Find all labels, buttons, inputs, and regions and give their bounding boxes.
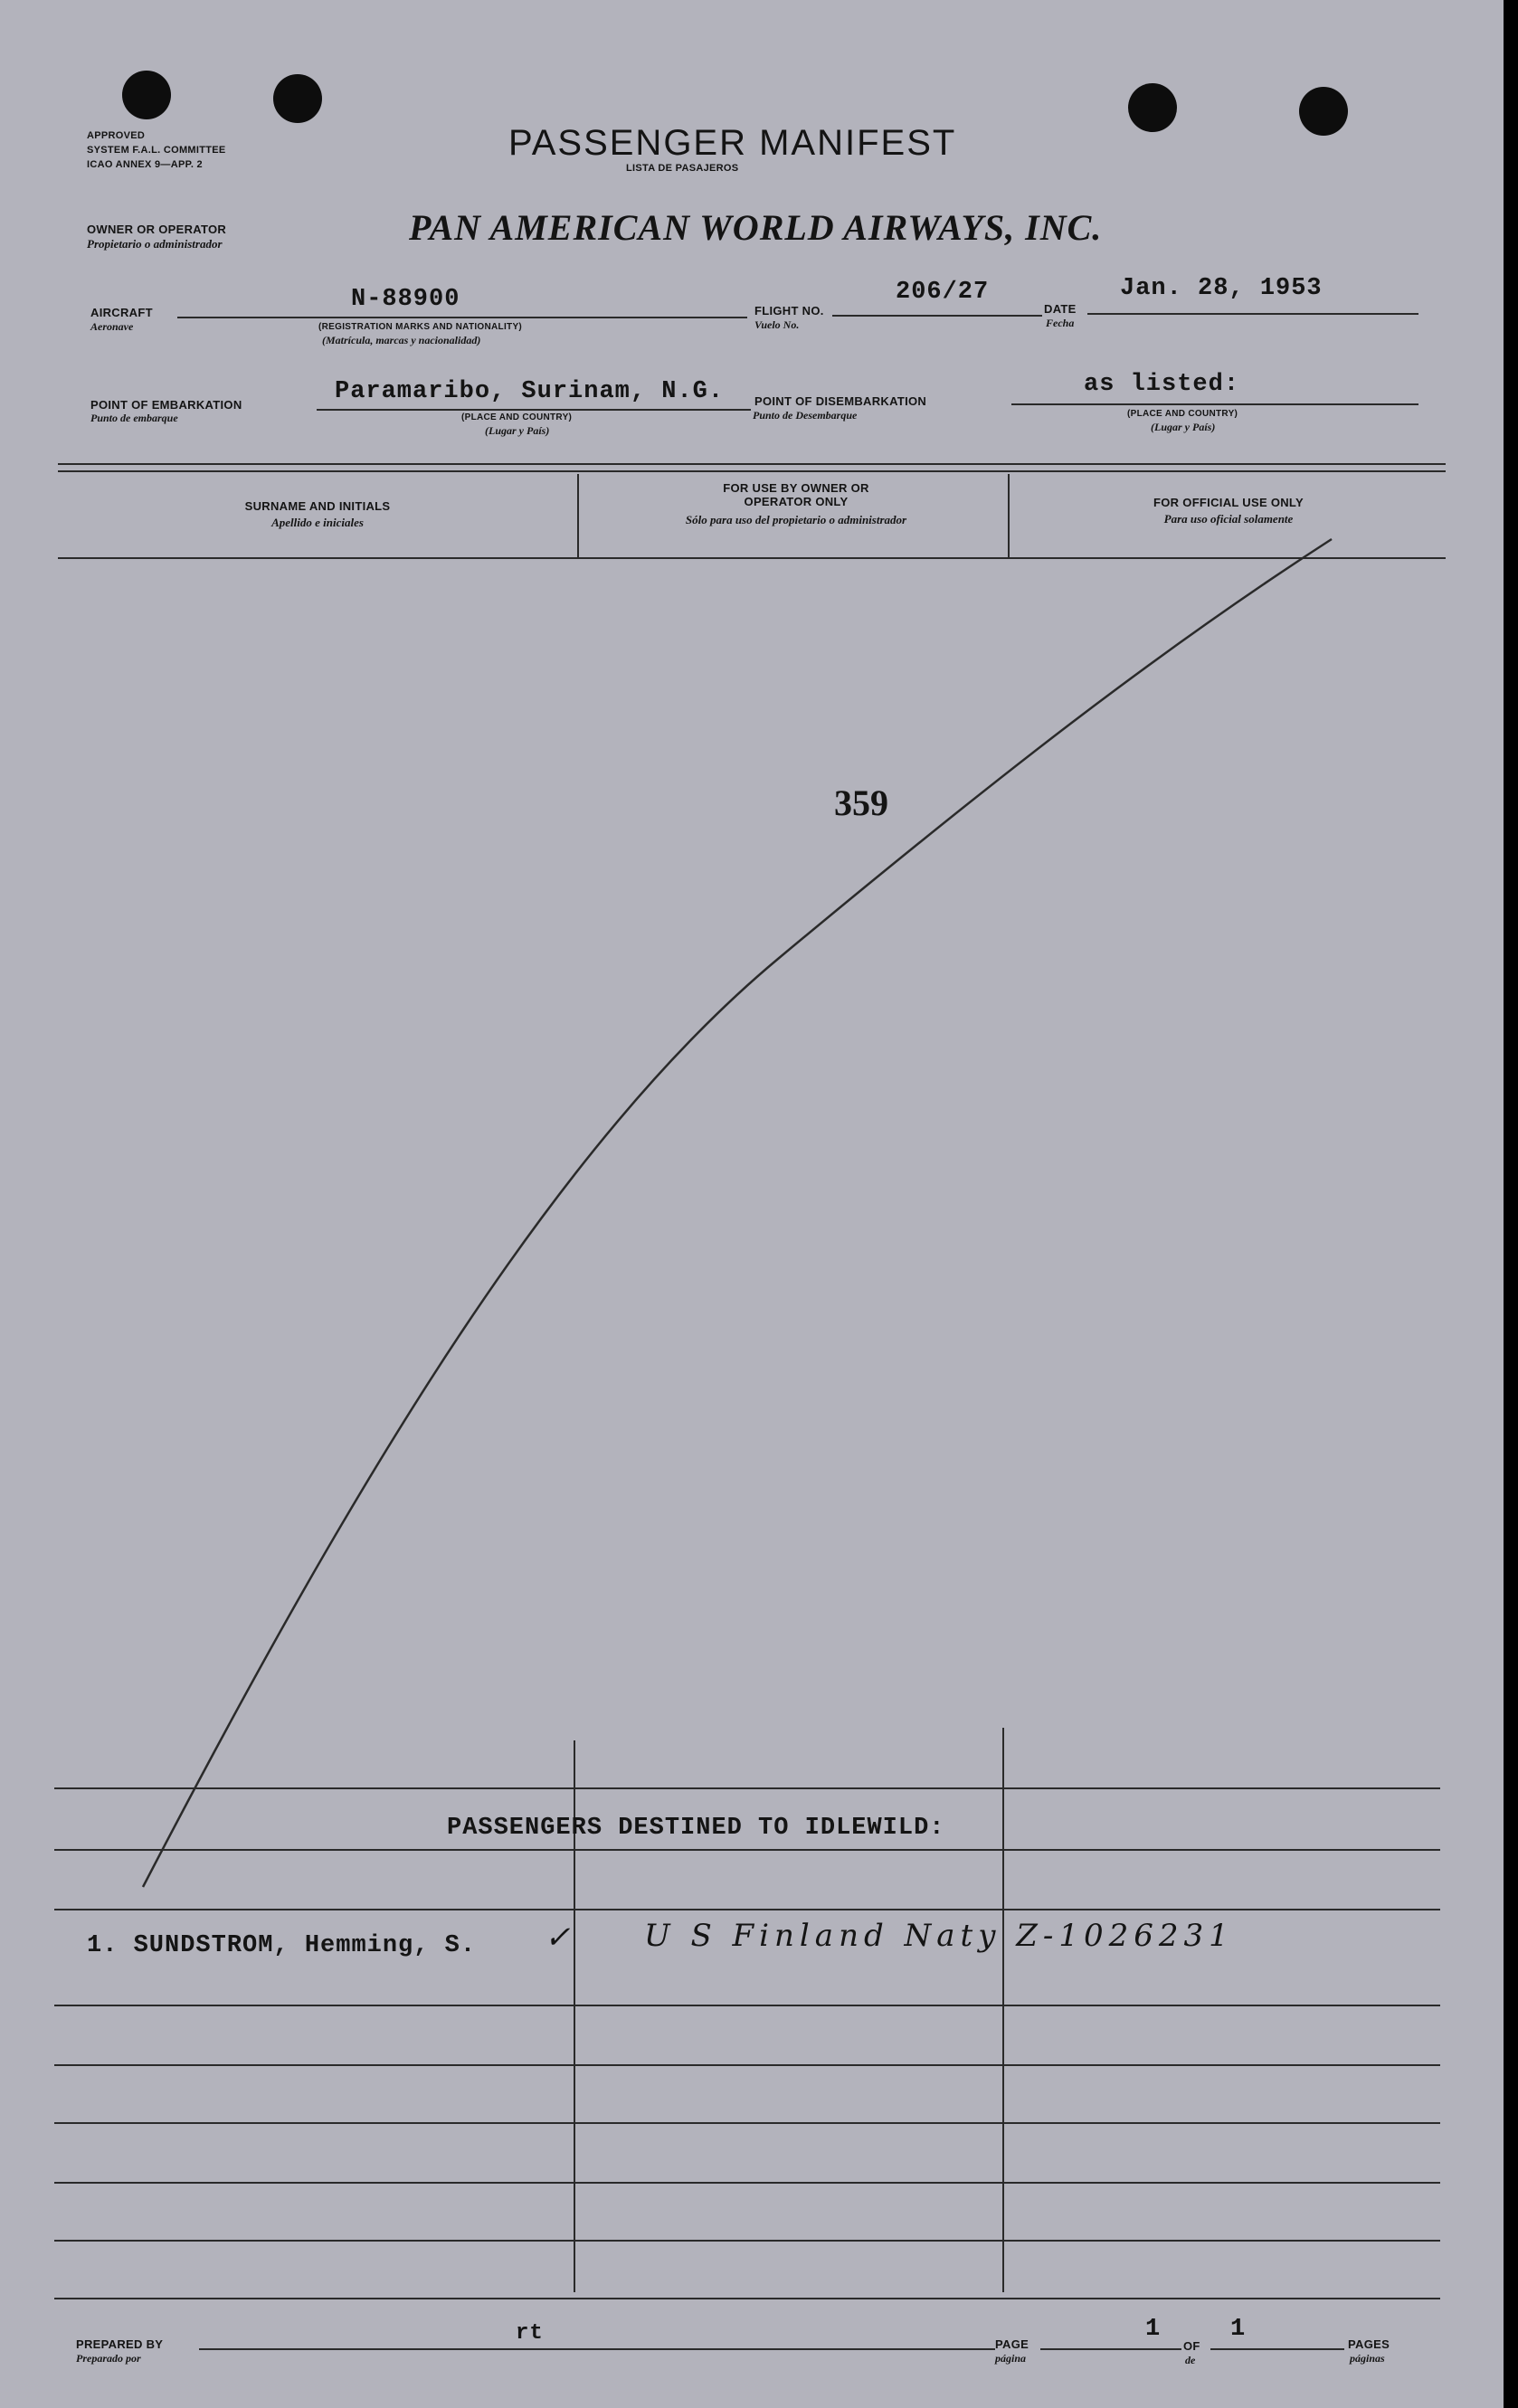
aircraft-label: AIRCRAFT <box>90 306 153 319</box>
header-rule-top-1 <box>58 463 1446 465</box>
punch-hole-3 <box>1128 83 1177 132</box>
aircraft-label-es: Aeronave <box>90 320 134 333</box>
column-header-owner: FOR USE BY OWNER OR OPERATOR ONLY <box>723 481 869 508</box>
flight-label-es: Vuelo No. <box>754 318 800 331</box>
approved-line-2: SYSTEM F.A.L. COMMITTEE <box>87 145 226 156</box>
pages-label-es: páginas <box>1350 2352 1385 2365</box>
flight-underline <box>832 315 1042 317</box>
disembark-place-note: (PLACE AND COUNTRY) <box>1127 409 1238 419</box>
table-rule-5 <box>54 2064 1440 2066</box>
table-divider-2 <box>1002 1728 1004 2292</box>
page-title-es: LISTA DE PASAJEROS <box>626 163 739 174</box>
owner-label-es: Propietario o administrador <box>87 237 223 251</box>
table-rule-7 <box>54 2182 1440 2184</box>
page-label: PAGE <box>995 2337 1029 2351</box>
table-rule-1 <box>54 1787 1440 1789</box>
date-label-es: Fecha <box>1046 317 1075 329</box>
punch-hole-2 <box>273 74 322 123</box>
punch-hole-1 <box>122 71 171 119</box>
registration-note: (REGISTRATION MARKS AND NATIONALITY) <box>318 322 523 332</box>
flight-value: 206/27 <box>896 279 990 306</box>
of-value: 1 <box>1230 2316 1247 2343</box>
prepared-label: PREPARED BY <box>76 2337 164 2351</box>
page-label-es: página <box>995 2352 1027 2365</box>
embark-place-note: (PLACE AND COUNTRY) <box>461 412 573 422</box>
disembark-underline <box>1011 403 1418 405</box>
table-rule-8 <box>54 2240 1440 2242</box>
table-rule-9 <box>54 2298 1440 2299</box>
table-rule-3 <box>54 1909 1440 1910</box>
column-header-official-es: Para uso oficial solamente <box>1163 512 1294 526</box>
header-divider-1 <box>577 474 579 557</box>
header-rule-top-2 <box>58 470 1446 472</box>
of-label-es: de <box>1185 2354 1196 2366</box>
disembark-value: as listed: <box>1084 371 1240 398</box>
table-rule-4 <box>54 2005 1440 2006</box>
punch-hole-4 <box>1299 87 1348 136</box>
page-title: PASSENGER MANIFEST <box>508 123 957 163</box>
embark-value: Paramaribo, Surinam, N.G. <box>335 378 725 405</box>
embark-label-es: Punto de embarque <box>90 412 178 424</box>
passenger-check-mark: ✓ <box>545 1920 576 1956</box>
passenger-note: U S Finland Naty Z-1026231 <box>644 1918 1234 1954</box>
prepared-label-es: Preparado por <box>76 2352 141 2365</box>
column-header-surname: SURNAME AND INITIALS <box>244 499 391 513</box>
scan-edge <box>1504 0 1518 2408</box>
aircraft-value: N-88900 <box>351 286 460 313</box>
disembark-label-es: Punto de Desembarque <box>753 409 858 422</box>
page-value: 1 <box>1145 2316 1162 2343</box>
embark-place-note-es: (Lugar y País) <box>485 424 550 437</box>
table-rule-6 <box>54 2122 1440 2124</box>
registration-note-es: (Matrícula, marcas y nacionalidad) <box>322 334 481 346</box>
approved-line-1: APPROVED <box>87 130 146 141</box>
stamp-number: 359 <box>834 782 888 823</box>
disembark-label: POINT OF DISEMBARKATION <box>754 394 927 408</box>
column-header-owner-es: Sólo para uso del propietario o administrador <box>685 513 907 526</box>
header-rule-bottom <box>58 557 1446 559</box>
disembark-place-note-es: (Lugar y País) <box>1151 421 1216 433</box>
owner-value: PAN AMERICAN WORLD AIRWAYS, INC. <box>409 207 1103 248</box>
aircraft-underline <box>177 317 747 318</box>
owner-label: OWNER OR OPERATOR <box>87 223 227 236</box>
passenger-entry: 1. SUNDSTROM, Hemming, S. <box>87 1932 477 1959</box>
embark-label: POINT OF EMBARKATION <box>90 398 242 412</box>
date-label: DATE <box>1044 302 1077 316</box>
embark-underline <box>317 409 751 411</box>
approved-line-3: ICAO ANNEX 9—APP. 2 <box>87 159 203 170</box>
of-underline <box>1210 2348 1344 2350</box>
passengers-heading: PASSENGERS DESTINED TO IDLEWILD: <box>447 1815 945 1842</box>
of-label: OF <box>1183 2339 1200 2353</box>
prepared-value: rt <box>516 2321 544 2346</box>
column-header-surname-es: Apellido e iniciales <box>271 516 364 529</box>
flight-label: FLIGHT NO. <box>754 304 824 318</box>
date-underline <box>1087 313 1418 315</box>
prepared-underline <box>199 2348 995 2350</box>
pages-label: PAGES <box>1348 2337 1390 2351</box>
column-header-official: FOR OFFICIAL USE ONLY <box>1153 496 1304 509</box>
date-value: Jan. 28, 1953 <box>1120 275 1323 302</box>
table-rule-2 <box>54 1849 1440 1851</box>
page-underline <box>1040 2348 1181 2350</box>
